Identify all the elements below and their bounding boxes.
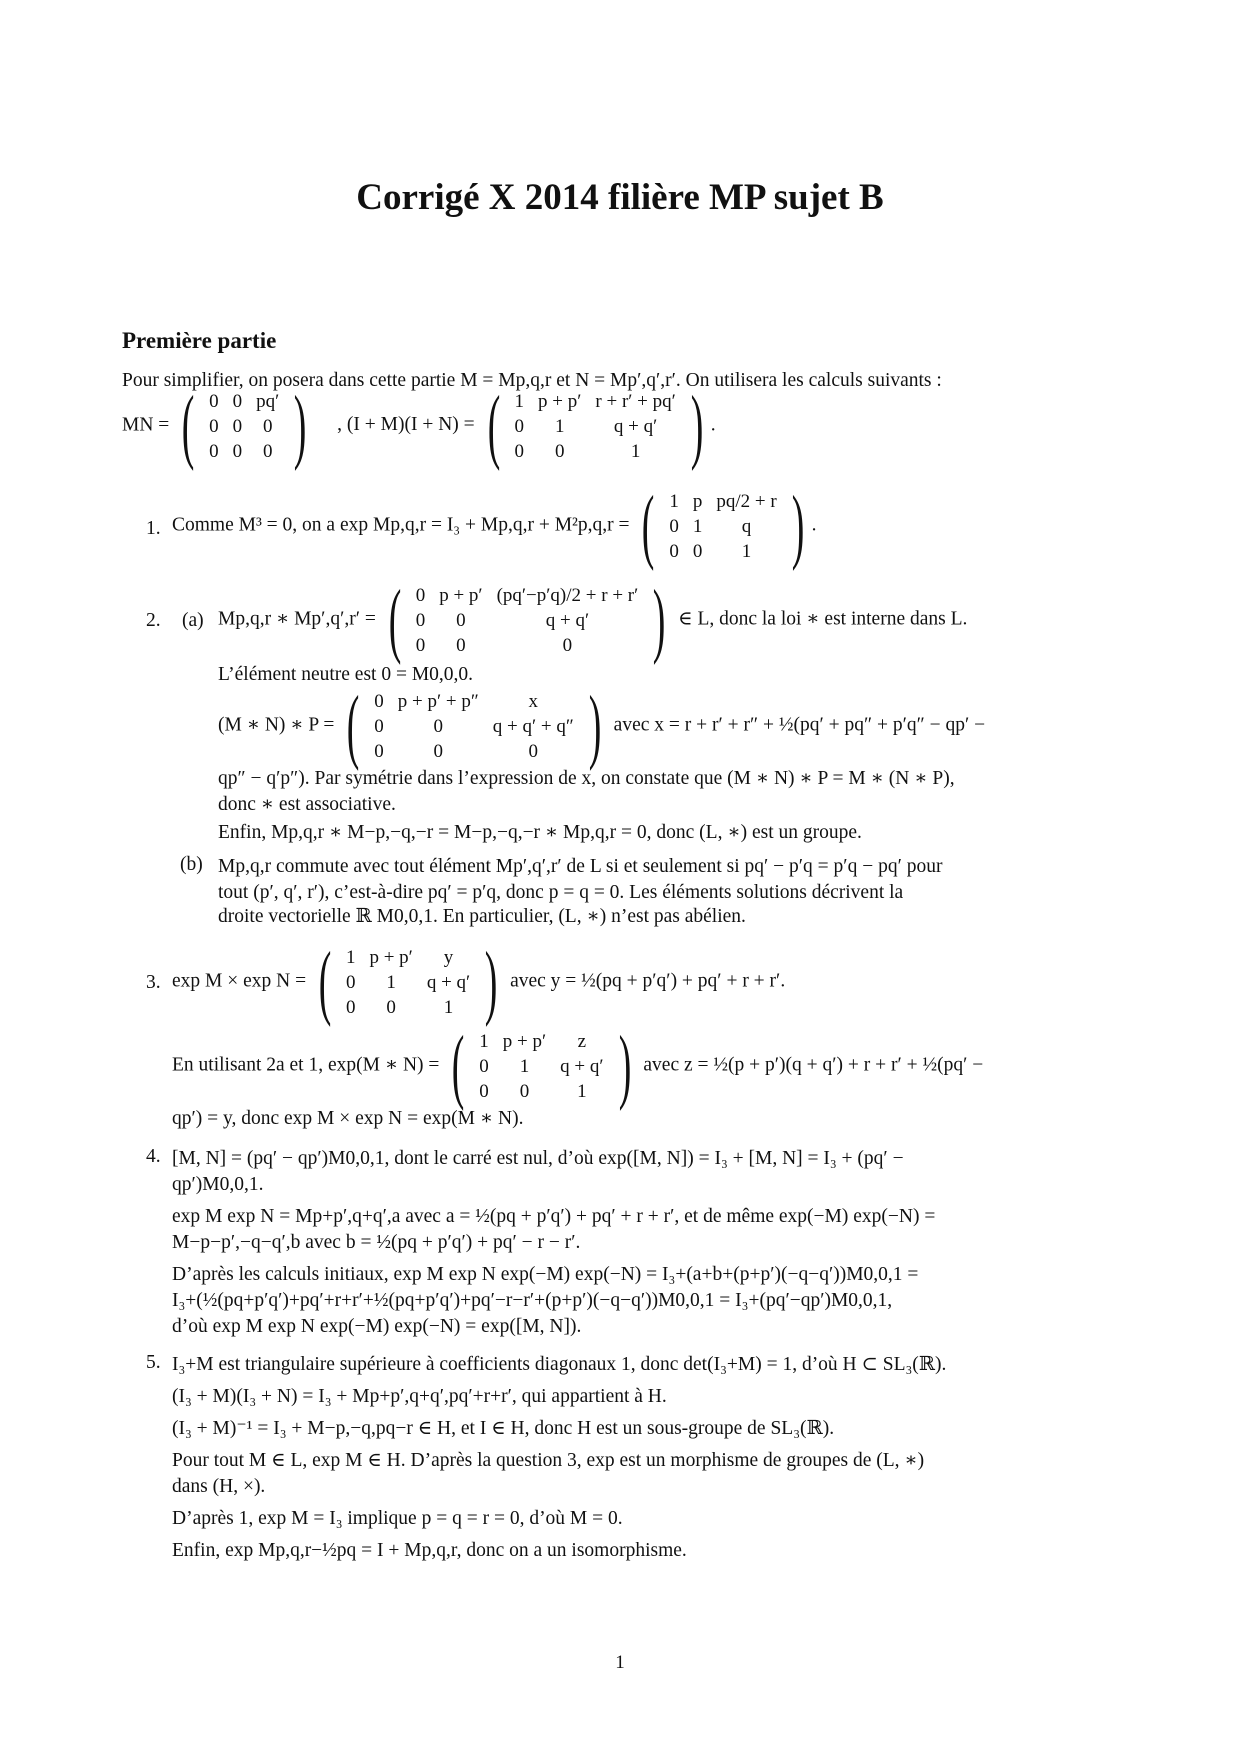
matrix-cell: q + q′	[560, 1055, 604, 1077]
q3-after: avec y = ½(pq + p′q′) + pq′ + r + r′.	[510, 970, 786, 992]
matrix-cell: 0	[415, 584, 426, 606]
matrix-cell: 0	[232, 390, 243, 412]
matrix-cell: 0	[692, 540, 703, 562]
matrix-cell: q	[741, 515, 752, 537]
matrix-cell: pq/2 + r	[716, 490, 777, 512]
q2a-after: ∈ L, donc la loi ∗ est interne dans L.	[678, 608, 968, 630]
q2a-line	[218, 573, 968, 666]
q5-line4: Pour tout M ∈ L, exp M ∈ H. D’après la question 3, exp est un morphisme de groupes de (L, ∗)	[172, 1450, 925, 1471]
matrix-cell: 1	[630, 440, 641, 462]
matrix-cell: p + p′	[439, 584, 483, 606]
q1-number: 1.	[146, 518, 161, 539]
q2a-text: Mp,q,r ∗ Mp′,q′,r′ =	[218, 608, 376, 630]
q2a-matrix: ( 0 p + p′ (pq′−p′q)/2 + r + r′ 0 0 q + q′ 0 0 0 )	[388, 573, 666, 666]
matrix-cell: 0	[374, 690, 384, 712]
document-title: Corrigé X 2014 filière MP sujet B	[356, 177, 884, 218]
intro-matrices: MN = ( 0 0 pq′ 0 0 0 0 0 0 ) , (I + M)(I + N) = ( 1 p + p′ r + r′ + pq′ 0 1 q + q′ 0 0 1 ) .	[122, 379, 716, 472]
matrix-cell: 0	[554, 440, 565, 462]
q1-matrix: ( 1 p pq/2 + r 0 1 q 0 0 1 )	[642, 479, 804, 572]
matrix-cell: 0	[415, 634, 426, 656]
matrix-cell: 1	[741, 540, 752, 562]
matrix-cell: p + p′	[538, 390, 582, 412]
matrix-cell: 0	[209, 415, 219, 437]
matrix-cell: 1	[514, 390, 525, 412]
matrix-cell: p + p′	[502, 1030, 547, 1052]
q3-matrix: ( 1 p + p′ y 0 1 q + q′ 0 0 1 )	[318, 935, 498, 1028]
q3-after2: avec z = ½(p + p′)(q + q′) + r + r′ + ½(pq′ −	[643, 1054, 984, 1076]
matrix-cell: 0	[562, 634, 573, 656]
matrix-cell: q + q′ + q″	[492, 715, 574, 737]
q4-line5: D’après les calculs initiaux, exp M exp N exp(−M) exp(−N) = I₃+(a+b+(p+p′)(−q−q′))M0,0,1 =	[172, 1264, 919, 1285]
q2b-label: (b)	[180, 854, 203, 875]
q1-line: Comme M³ = 0, on a exp Mp,q,r = I₃ + Mp,q,r + M²p,q,r = ( 1 p pq/2 + r 0 1 q 0 0 1 ) .	[172, 479, 817, 572]
matrix-cell: 1	[386, 971, 396, 993]
matrix-cell: 0	[514, 415, 525, 437]
matrix-cell: q + q′	[426, 971, 471, 993]
q2b-line1: Mp,q,r commute avec tout élément Mp′,q′,r′ de L si et seulement si pq′ − p′q = p′q − pq′ pour	[218, 856, 943, 877]
intro-text: Pour simplifier, on posera dans cette partie M = Mp,q,r et N = Mp′,q′,r′. On utilisera les calculs suivants :	[122, 370, 942, 391]
q3-line3: qp′) = y, donc exp M × exp N = exp(M ∗ N).	[172, 1108, 524, 1129]
q2a-assoc	[218, 679, 986, 772]
q2a-neutral: L’élément neutre est 0 = M0,0,0.	[218, 664, 474, 685]
matrix-cell: 1	[669, 490, 679, 512]
q2a-assoc-matrix: ( 0 p + p′ + p″ x 0 0 q + q′ + q″ 0 0 0 )	[346, 679, 602, 772]
matrix-cell: pq′	[256, 390, 280, 412]
matrix-cell: 0	[433, 715, 444, 737]
q5-line7: Enfin, exp Mp,q,r−½pq = I + Mp,q,r, donc on a un isomorphisme.	[172, 1540, 687, 1561]
matrix-cell: 1	[554, 415, 565, 437]
q1-text: Comme M³ = 0, on a exp Mp,q,r = I₃ + Mp,q,r + M²p,q,r =	[172, 514, 630, 536]
ipm-matrix: ( 1 p + p′ r + r′ + pq′ 0 1 q + q′ 0 0 1 )	[487, 379, 704, 472]
q2a-assoc-after: avec x = r + r′ + r″ + ½(pq′ + pq″ + p′q″ − qp′ −	[613, 714, 986, 736]
ipm-matrix-table	[508, 389, 683, 464]
q2b-line3: droite vectorielle ℝ M0,0,1. En particulier, (L, ∗) n’est pas abélien.	[218, 906, 746, 927]
matrix-cell: z	[577, 1030, 587, 1052]
mn-label: MN =	[122, 414, 170, 436]
matrix-cell: p + p′	[369, 946, 413, 968]
page-number: 1	[615, 1652, 625, 1673]
matrix-cell: 1	[692, 515, 703, 537]
matrix-cell: y	[443, 946, 454, 968]
matrix-cell: p	[692, 490, 703, 512]
q4-line6: I₃+(½(pq+p′q′)+pq′+r+r′+½(pq+p′q′)+pq′−r−r′+(p+p′)(−q−q′))M0,0,1 = I₃+(pq′−qp′)M0,0,1,	[172, 1290, 893, 1311]
ipm-label: , (I + M)(I + N) =	[337, 414, 475, 436]
matrix-cell: 0	[374, 740, 384, 762]
q2a-label: (a)	[182, 610, 204, 631]
mn-matrix: ( 0 0 pq′ 0 0 0 0 0 0 )	[181, 379, 307, 472]
q2a-line4: qp″ − q′p″). Par symétrie dans l’expression de x, on constate que (M ∗ N) ∗ P = M ∗ (N ∗ P),	[218, 768, 955, 789]
q2a-line6: Enfin, Mp,q,r ∗ M−p,−q,−r = M−p,−q,−r ∗ Mp,q,r = 0, donc (L, ∗) est un groupe.	[218, 822, 862, 843]
q5-line1: I₃+M est triangulaire supérieure à coefficients diagonaux 1, donc det(I₃+M) = 1, d’où H ⊂ SL₃(ℝ).	[172, 1354, 947, 1375]
q2a-assoc-matrix-table	[367, 689, 581, 764]
matrix-cell: x	[528, 690, 539, 712]
matrix-cell: 0	[479, 1055, 489, 1077]
q4-line1: [M, N] = (pq′ − qp′)M0,0,1, dont le carré est nul, d’où exp([M, N]) = I₃ + [M, N] = I₃ + (pq′ −	[172, 1148, 904, 1169]
matrix-cell: 0	[262, 440, 273, 462]
q1-matrix-table	[662, 489, 783, 564]
q4-line7: d’où exp M exp N exp(−M) exp(−N) = exp([M, N]).	[172, 1316, 582, 1337]
q4-line2: qp′)M0,0,1.	[172, 1174, 264, 1195]
matrix-cell: 1	[479, 1030, 489, 1052]
q5-line5: dans (H, ×).	[172, 1476, 266, 1497]
mn-matrix-table	[202, 389, 286, 464]
matrix-cell: 0	[374, 715, 384, 737]
q3-line1	[172, 935, 786, 1028]
q2b-line2: tout (p′, q′, r′), c’est-à-dire pq′ = p′q, donc p = q = 0. Les éléments solutions décrivent la	[218, 882, 904, 903]
matrix-cell: 0	[345, 996, 356, 1018]
matrix-cell: 0	[232, 415, 243, 437]
q3-matrix2-table	[472, 1029, 610, 1104]
matrix-cell: 0	[232, 440, 243, 462]
matrix-cell: 0	[415, 609, 426, 631]
matrix-cell: q + q′	[613, 415, 658, 437]
q3-line2	[172, 1019, 984, 1112]
q4-line3: exp M exp N = Mp+p′,q+q′,a avec a = ½(pq + p′q′) + pq′ + r + r′, et de même exp(−M) exp(−N) =	[172, 1206, 936, 1227]
matrix-cell: 1	[443, 996, 454, 1018]
q3-matrix-table	[339, 945, 477, 1020]
q2-number: 2.	[146, 610, 161, 631]
matrix-cell: p + p′ + p″	[397, 690, 479, 712]
q5-line3: (I₃ + M)⁻¹ = I₃ + M−p,−q,pq−r ∈ H, et I ∈ H, donc H est un sous-groupe de SL₃(ℝ).	[172, 1418, 835, 1439]
q5-line6: D’après 1, exp M = I₃ implique p = q = r = 0, d’où M = 0.	[172, 1508, 623, 1529]
matrix-cell: 1	[519, 1055, 530, 1077]
q2a-assoc-label: (M ∗ N) ∗ P =	[218, 714, 335, 736]
matrix-cell: 0	[456, 609, 466, 631]
matrix-cell: 0	[669, 515, 679, 537]
matrix-cell: 1	[577, 1080, 587, 1102]
q4-number: 4.	[146, 1146, 161, 1167]
q2a-matrix-table	[409, 583, 646, 658]
q3-text: exp M × exp N =	[172, 970, 307, 992]
section-heading: Première partie	[122, 328, 277, 353]
q2a-line5: donc ∗ est associative.	[218, 794, 396, 815]
matrix-cell: 0	[514, 440, 525, 462]
matrix-cell: 0	[209, 440, 219, 462]
matrix-cell: (pq′−p′q)/2 + r + r′	[496, 584, 639, 606]
q3-number: 3.	[146, 972, 161, 993]
matrix-cell: 0	[433, 740, 444, 762]
matrix-cell: 0	[479, 1080, 489, 1102]
matrix-cell: 0	[345, 971, 356, 993]
matrix-cell: q + q′	[545, 609, 590, 631]
matrix-cell: 0	[456, 634, 466, 656]
matrix-cell: 1	[345, 946, 356, 968]
q5-line2: (I₃ + M)(I₃ + N) = I₃ + Mp+p′,q+q′,pq′+r+r′, qui appartient à H.	[172, 1386, 667, 1407]
matrix-cell: 0	[528, 740, 539, 762]
q4-line4: M−p−p′,−q−q′,b avec b = ½(pq + p′q′) + pq′ − r − r′.	[172, 1232, 581, 1253]
matrix-cell: 0	[262, 415, 273, 437]
matrix-cell: r + r′ + pq′	[595, 390, 676, 412]
matrix-cell: 0	[519, 1080, 530, 1102]
matrix-cell: 0	[386, 996, 396, 1018]
q3-matrix2: ( 1 p + p′ z 0 1 q + q′ 0 0 1 )	[451, 1019, 631, 1112]
matrix-cell: 0	[669, 540, 679, 562]
q5-number: 5.	[146, 1352, 161, 1373]
q3-text2: En utilisant 2a et 1, exp(M ∗ N) =	[172, 1054, 440, 1076]
matrix-cell: 0	[209, 390, 219, 412]
